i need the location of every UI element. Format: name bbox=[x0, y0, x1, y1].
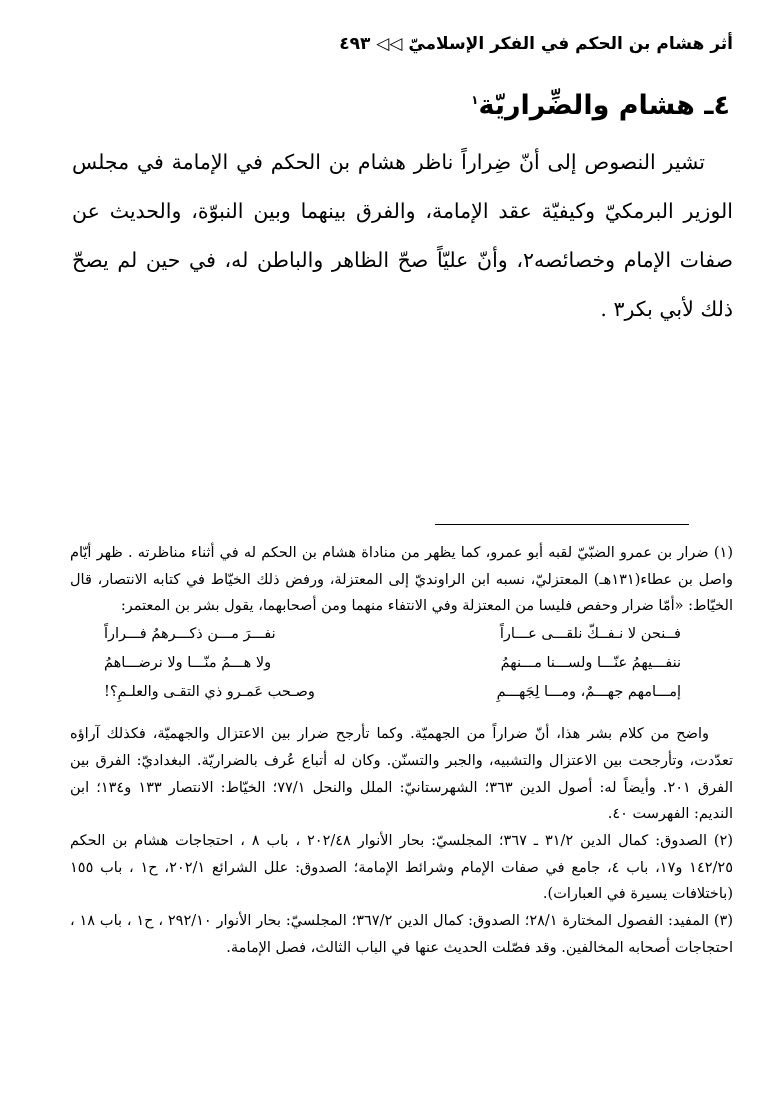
section-heading bbox=[40, 86, 730, 126]
verse-2-second-hemistich: ولا هـــمُ منّـــا ولا نرضـــاهمُ bbox=[104, 655, 272, 672]
verse-1-first-hemistich: فــنحن لا نـفــكّ نلقـــى عـــاراً bbox=[499, 626, 681, 643]
footnote-2: (٢) الصدوق: كمال الدين ٣١/٢ ـ ٣٦٧؛ المجلسيّ: بحار الأنوار ٢٠٢/٤٨ ، باب ٨ ، احتجاجات هشام بن الحكم ١٤٢/٢٥ و١٧، باب ٤، جامع في صفات الإمام وشرائط الإمامة؛ الصدوق: علل الشرائع ٢٠٢/١، ح١ ، باب ١٥٥ (باختلافات يسيرة في العبارات). bbox=[70, 832, 733, 903]
footnote-1-intro: (١) ضرار بن عمرو الضبّيّ لقبه أبو عمرو، كما يظهر من مناداة هشام بن الحكم له في أثناء مناظرته . ظهر أيّام واصل بن عطاء(١٣١هـ) المعتزليّ، نسبه ابن الراونديّ إلى المعتزلة، ورفض ذلك الخيّاط في كتابه الانتصار، قال الخيّاط: «أمّا ضرار وحفص فليسا من المعتزلة وفي الانتفاء منهما ومن أصحابهما، يقول بشر بن المعتمر: bbox=[70, 545, 733, 615]
footnote-3: (٣) المفيد: الفصول المختارة ٢٨/١؛ الصدوق: كمال الدين ٣٦٧/٢؛ المجلسيّ: بحار الأنوار ٢٩٢/١٠ ، ح١ ، باب ١٨ ، احتجاجات أصحابه المخالفين. وقد فصّلت الحديث عنها في الباب الثالث، فصل الإمامة. bbox=[70, 913, 733, 956]
section-heading-text: ٤ـ هشام والضِّراريّة bbox=[478, 90, 730, 121]
footnotes bbox=[70, 540, 733, 961]
footnote-separator bbox=[435, 524, 689, 525]
verse-3-second-hemistich: وصـحب عَمـرو ذي التقـى والعلـمِ؟! bbox=[104, 684, 315, 701]
verse-3-first-hemistich: إمـــامهم جهـــمٌ، ومـــا لِجَهـــمِ bbox=[496, 684, 681, 701]
body-text bbox=[72, 138, 733, 334]
poem-verses bbox=[104, 620, 681, 707]
footnote-marker: ١ bbox=[471, 93, 479, 107]
verse-2-first-hemistich: ننفـــيهمُ عنّـــا ولســـنا مـــنهمُ bbox=[500, 655, 681, 672]
body-paragraph: تشير النصوص إلى أنّ ضِراراً ناظر هشام بن الحكم في الإمامة في مجلس الوزير البرمكيّ وكيفيّة عقد الإمامة، والفرق بينهما وبين النبوّة، والحديث عن صفات الإمام وخصائصه٢، وأنّ عليّاً صحّ الظاهر والباطن له، في حين لم يصحّ ذلك لأبي بكر٣ . bbox=[72, 150, 733, 321]
footnote-1-commentary: واضح من كلام بشر هذا، أنّ ضراراً من الجهميّة. وكما تأرجح ضرار بين الاعتزال والجهميّة، فكذلك آراؤه تعدّدت، وتأرجحت بين الاعتزال والتشبيه، والجبر والتسنّن. وكان له أتباع عُرف بالضراريّة. البغداديّ: الفرق بين الفرق ٢٠١. وأيضاً له: أصول الدين ٣٦٣؛ الشهرستانيّ: الملل والنحل ٧٧/١؛ الخيّاط: الانتصار ١٣٣ و١٣٤؛ ابن النديم: الفهرست ٤٠. bbox=[70, 726, 733, 823]
running-header: أثر هشام بن الحكم في الفكر الإسلاميّ ◁◁ ٤٩٣ bbox=[339, 34, 733, 54]
verse-1-second-hemistich: نفـــرَ مـــن ذكـــرهمُ فـــراراً bbox=[104, 626, 276, 643]
